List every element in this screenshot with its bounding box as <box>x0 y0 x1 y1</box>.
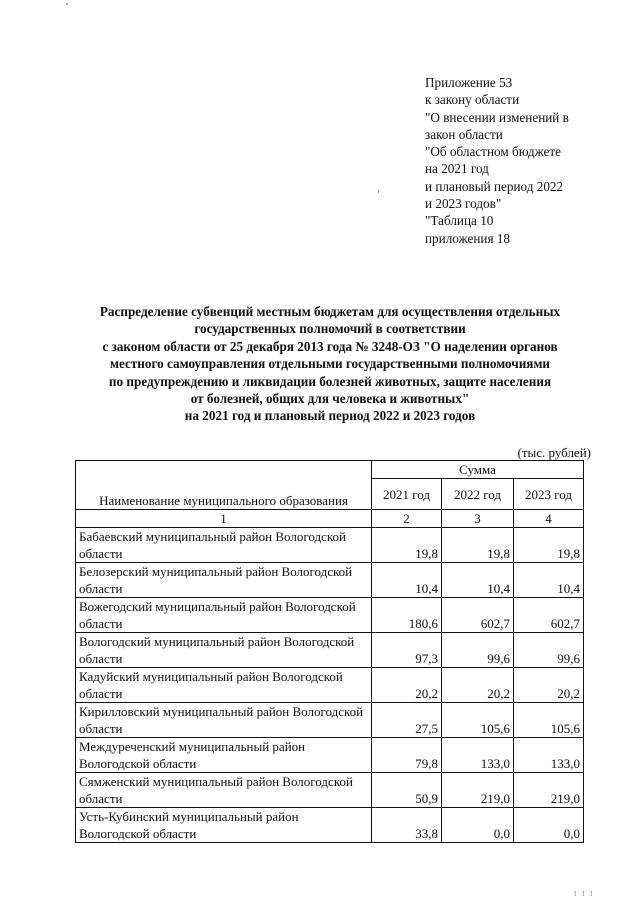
table-row <box>76 633 584 668</box>
appendix-line: и плановый период 2022 <box>425 178 564 194</box>
value-2021: 50,9 <box>372 773 442 808</box>
document-title <box>60 303 600 425</box>
table-row <box>76 668 584 703</box>
value-2021: 97,3 <box>372 633 442 668</box>
title-line: с законом области от 25 декабря 2013 года № 3248-ОЗ "О наделении органов <box>102 338 558 354</box>
title-line: местного самоуправления отдельными государственными полномочиями <box>109 356 551 372</box>
value-2021: 79,8 <box>372 738 442 773</box>
appendix-line: Приложение 53 <box>425 75 513 90</box>
scan-mark: I I I <box>574 890 595 898</box>
value-2022: 602,7 <box>442 598 514 633</box>
table-row <box>76 703 584 738</box>
value-2021: 19,8 <box>372 528 442 563</box>
appendix-line: "О внесении изменений в <box>425 109 569 125</box>
value-2023: 602,7 <box>514 598 584 633</box>
table-row <box>76 598 584 633</box>
column-number: 1 <box>76 510 372 528</box>
title-line: от болезней, общих для человека и животных" <box>190 391 470 407</box>
value-2023: 19,8 <box>514 528 584 563</box>
units-label: (тыс. рублей) <box>517 445 591 460</box>
appendix-line: приложения 18 <box>425 230 511 246</box>
municipality-name: Вологодский муниципальный район Вологодской области <box>76 633 372 668</box>
header-sum: Сумма <box>372 461 584 479</box>
scan-speck <box>378 190 379 193</box>
value-2021: 10,4 <box>372 563 442 598</box>
municipality-name: Кирилловский муниципальный район Вологодской области <box>76 703 372 738</box>
title-line: государственных полномочий в соответствии <box>194 321 466 337</box>
appendix-line: закон области <box>425 126 503 142</box>
appendix-line: "Таблица 10 <box>425 213 494 229</box>
appendix-line: к закону области <box>425 92 520 108</box>
value-2022: 0,0 <box>442 808 514 843</box>
municipality-name: Междуреченский муниципальный район Вологодской области <box>76 738 372 773</box>
table-row <box>76 773 584 808</box>
appendix-line: "Об областном бюджете <box>425 144 561 160</box>
value-2022: 105,6 <box>442 703 514 738</box>
appendix-line: и 2023 годов" <box>425 196 502 212</box>
value-2021: 33,8 <box>372 808 442 843</box>
value-2023: 20,2 <box>514 668 584 703</box>
value-2023: 0,0 <box>514 808 584 843</box>
title-line: на 2021 год и плановый период 2022 и 2023 годов <box>184 408 476 424</box>
header-year: 2022 год <box>442 479 514 510</box>
municipality-name: Бабаевский муниципальный район Вологодской области <box>76 528 372 563</box>
value-2021: 20,2 <box>372 668 442 703</box>
column-number: 3 <box>442 510 514 528</box>
value-2023: 99,6 <box>514 633 584 668</box>
table-row <box>76 563 584 598</box>
value-2023: 10,4 <box>514 563 584 598</box>
value-2023: 133,0 <box>514 738 584 773</box>
header-row <box>76 461 584 479</box>
municipality-name: Вожегодский муниципальный район Вологодской области <box>76 598 372 633</box>
value-2023: 219,0 <box>514 773 584 808</box>
municipality-name: Сямженский муниципальный район Вологодской области <box>76 773 372 808</box>
appendix-line: на 2021 год <box>425 161 489 177</box>
header-year: 2023 год <box>514 479 584 510</box>
appendix-note <box>425 74 625 247</box>
value-2022: 99,6 <box>442 633 514 668</box>
value-2022: 20,2 <box>442 668 514 703</box>
value-2023: 105,6 <box>514 703 584 738</box>
municipality-name: Кадуйский муниципальный район Вологодской области <box>76 668 372 703</box>
title-line: по предупреждению и ликвидации болезней животных, защите населения <box>108 373 552 389</box>
table-row <box>76 738 584 773</box>
value-2021: 180,6 <box>372 598 442 633</box>
value-2022: 219,0 <box>442 773 514 808</box>
table-row <box>76 528 584 563</box>
header-year: 2021 год <box>372 479 442 510</box>
value-2021: 27,5 <box>372 703 442 738</box>
municipality-name: Усть-Кубинский муниципальный район Вологодской области <box>76 808 372 843</box>
subvention-table <box>75 460 584 843</box>
value-2022: 19,8 <box>442 528 514 563</box>
scan-speck <box>66 3 68 5</box>
title-line: Распределение субвенций местным бюджетам для осуществления отдельных <box>99 304 561 319</box>
municipality-name: Белозерский муниципальный район Вологодской области <box>76 563 372 598</box>
table-row <box>76 808 584 843</box>
value-2022: 133,0 <box>442 738 514 773</box>
column-number-row <box>76 510 584 528</box>
value-2022: 10,4 <box>442 563 514 598</box>
column-number: 4 <box>514 510 584 528</box>
column-number: 2 <box>372 510 442 528</box>
header-name: Наименование муниципального образования <box>76 461 372 510</box>
